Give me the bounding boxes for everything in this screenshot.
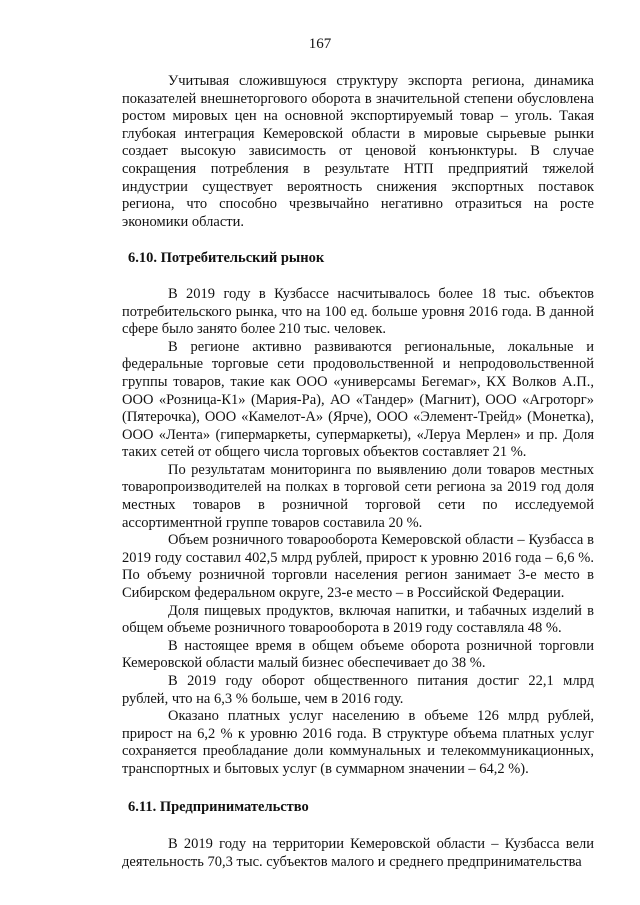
paragraph: В 2019 году оборот общественного питания достиг 22,1 млрд рублей, что на 6,3 % больше, чем в 2016 году. bbox=[122, 673, 594, 707]
document-body bbox=[122, 73, 594, 871]
paragraph: В регионе активно развиваются региональные, локальные и федеральные торговые сети продовольственной и непродовольственной группы товаров, такие как ООО «универсамы Бегемаг», КХ Волков А.П., ООО «Розница-К1» (Мария-Ра), АО «Тандер» (Магнит), ООО «Агроторг» (Пятерочка), ООО «Камелот-А» (Ярче), ООО «Элемент-Трейд» (Монетка), ООО «Лента» (гипермаркеты, супермаркеты), «Леруа Мерлен» и пр. Доля таких сетей от общего числа торговых объектов составляет 21 %. bbox=[122, 338, 594, 461]
paragraph: В 2019 году на территории Кемеровской области – Кузбасса вели деятельность 70,3 тыс. субъектов малого и среднего предпринимательства bbox=[122, 836, 594, 870]
paragraph: Объем розничного товарооборота Кемеровской области – Кузбасса в 2019 году составил 402,5 млрд рублей, прирост к уровню 2016 года – 6,6 %. По объему розничной торговли населения регион занимает 3-е место в Сибирском федеральном округе, 23-е место – в Российской Федерации. bbox=[122, 532, 594, 602]
paragraph: В настоящее время в общем объеме оборота розничной торговли Кемеровской области малый бизнес обеспечивает до 38 %. bbox=[122, 637, 594, 672]
paragraph: По результатам мониторинга по выявлению доли товаров местных товаропроизводителей на полках в торговой сети региона за 2019 год доля местных товаров в розничной торговой сети по исследуемой ассортиментной группе товаров составила 20 %. bbox=[122, 461, 594, 531]
paragraph: В 2019 году в Кузбассе насчитывалось более 18 тыс. объектов потребительского рынка, что на 100 ед. больше уровня 2016 года. В данной сфере было занято более 210 тыс. человек. bbox=[122, 285, 594, 338]
section-heading: 6.11. Предпринимательство bbox=[128, 798, 309, 815]
page-number: 167 bbox=[308, 36, 332, 52]
paragraph: Оказано платных услуг населению в объеме 126 млрд рублей, прирост на 6,2 % к уровню 2016 года. В структуре объема платных услуг сохраняется преобладание доли коммунальных и телекоммуникационных, транспортных и бытовых услуг (в суммарном значении – 64,2 %). bbox=[122, 708, 594, 777]
paragraph: Доля пищевых продуктов, включая напитки, и табачных изделий в общем объеме розничного товарооборота в 2019 году составляла 48 %. bbox=[122, 602, 594, 637]
paragraph: Учитывая сложившуюся структуру экспорта региона, динамика показателей внешнеторгового оборота в значительной степени обусловлена ростом мировых цен на основной экспортируемый товар – уголь. Такая глубокая интеграция Кемеровской области в мировые сырьевые рынки создает высокую зависимость от ценовой конъюнктуры. В случае сокращения потребления в результате НТП предприятий тяжелой индустрии существует вероятность снижения экспортных поставок региона, что способно чрезвычайно негативно отразиться на росте экономики области. bbox=[122, 73, 594, 230]
section-heading: 6.10. Потребительский рынок bbox=[128, 250, 325, 267]
